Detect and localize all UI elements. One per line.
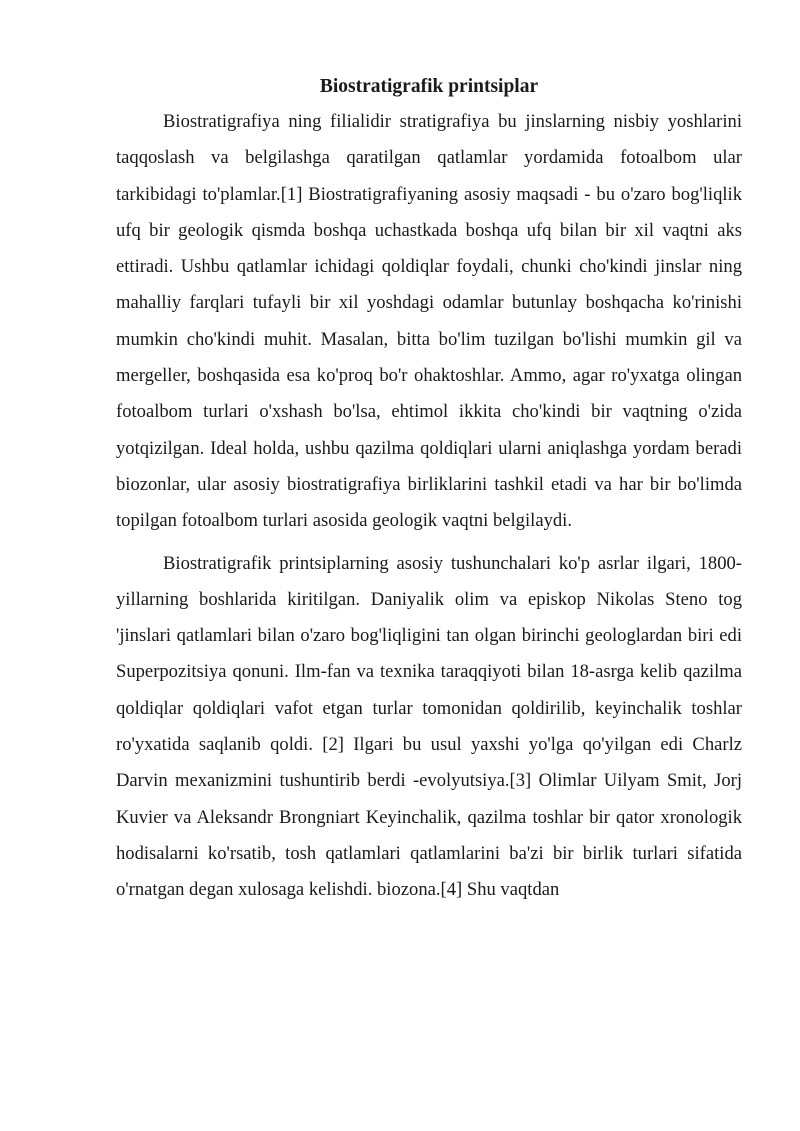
paragraph-1: Biostratigrafiya ning filialidir stratigrafiya bu jinslarning nisbiy yoshlarini taqqoslash va belgilashga qaratilgan qatlamlar yordamida fotoalbom ular tarkibidagi to'plamlar.[1] Biostratigrafiyaning asosiy maqsadi - bu o'zaro bog'liqlik ufq bir geologik qismda boshqa uchastkada boshqa ufq bilan bir xil vaqtni aks ettiradi. Ushbu qatlamlar ichidagi qoldiqlar foydali, chunki cho'kindi jinslar ning mahalliy farqlari tufayli bir xil yoshdagi odamlar butunlay boshqacha ko'rinishi mumkin cho'kindi muhit. Masalan, bitta bo'lim tuzilgan bo'lishi mumkin gil va mergeller, boshqasida esa ko'proq bo'r ohaktoshlar. Ammo, agar ro'yxatga olingan fotoalbom turlari o'xshash bo'lsa, ehtimol ikkita cho'kindi bir vaqtning o'zida yotqizilgan. Ideal holda, ushbu qazilma qoldiqlari ularni aniqlashga yordam beradi biozonlar, ular asosiy biostratigrafiya birliklarini tashkil etadi va har bir bo'limda topilgan fotoalbom turlari asosida geologik vaqtni belgilaydi. (116, 111, 742, 532)
paragraph-2: Biostratigrafik printsiplarning asosiy tushunchalari ko'p asrlar ilgari, 1800-yillarning boshlarida kiritilgan. Daniyalik olim va episkop Nikolas Steno tog 'jinslari qatlamlari bilan o'zaro bog'liqligini tan olgan birinchi geologlardan biri edi Superpozitsiya qonuni. Ilm-fan va texnika taraqqiyoti bilan 18-asrga kelib qazilma qoldiqlar qoldiqlari vafot etgan turlar tomonidan qoldirilib, keyinchalik toshlar ro'yxatida saqlanib qoldi. [2] Ilgari bu usul yaxshi yo'lga qo'yilgan edi Charlz Darvin mexanizmini tushuntirib berdi -evolyutsiya.[3] Olimlar Uilyam Smit, Jorj Kuvier va Aleksandr Brongniart Keyinchalik, qazilma toshlar bir qator xronologik hodisalarni ko'rsatib, tosh qatlamlari qatlamlarini ba'zi bir birlik turlari sifatida o'rnatgan degan xulosaga kelishdi. biozona.[4] Shu vaqtdan (116, 552, 742, 901)
document-page (116, 72, 742, 909)
document-title: Biostratigrafik printsiplar (319, 76, 539, 97)
